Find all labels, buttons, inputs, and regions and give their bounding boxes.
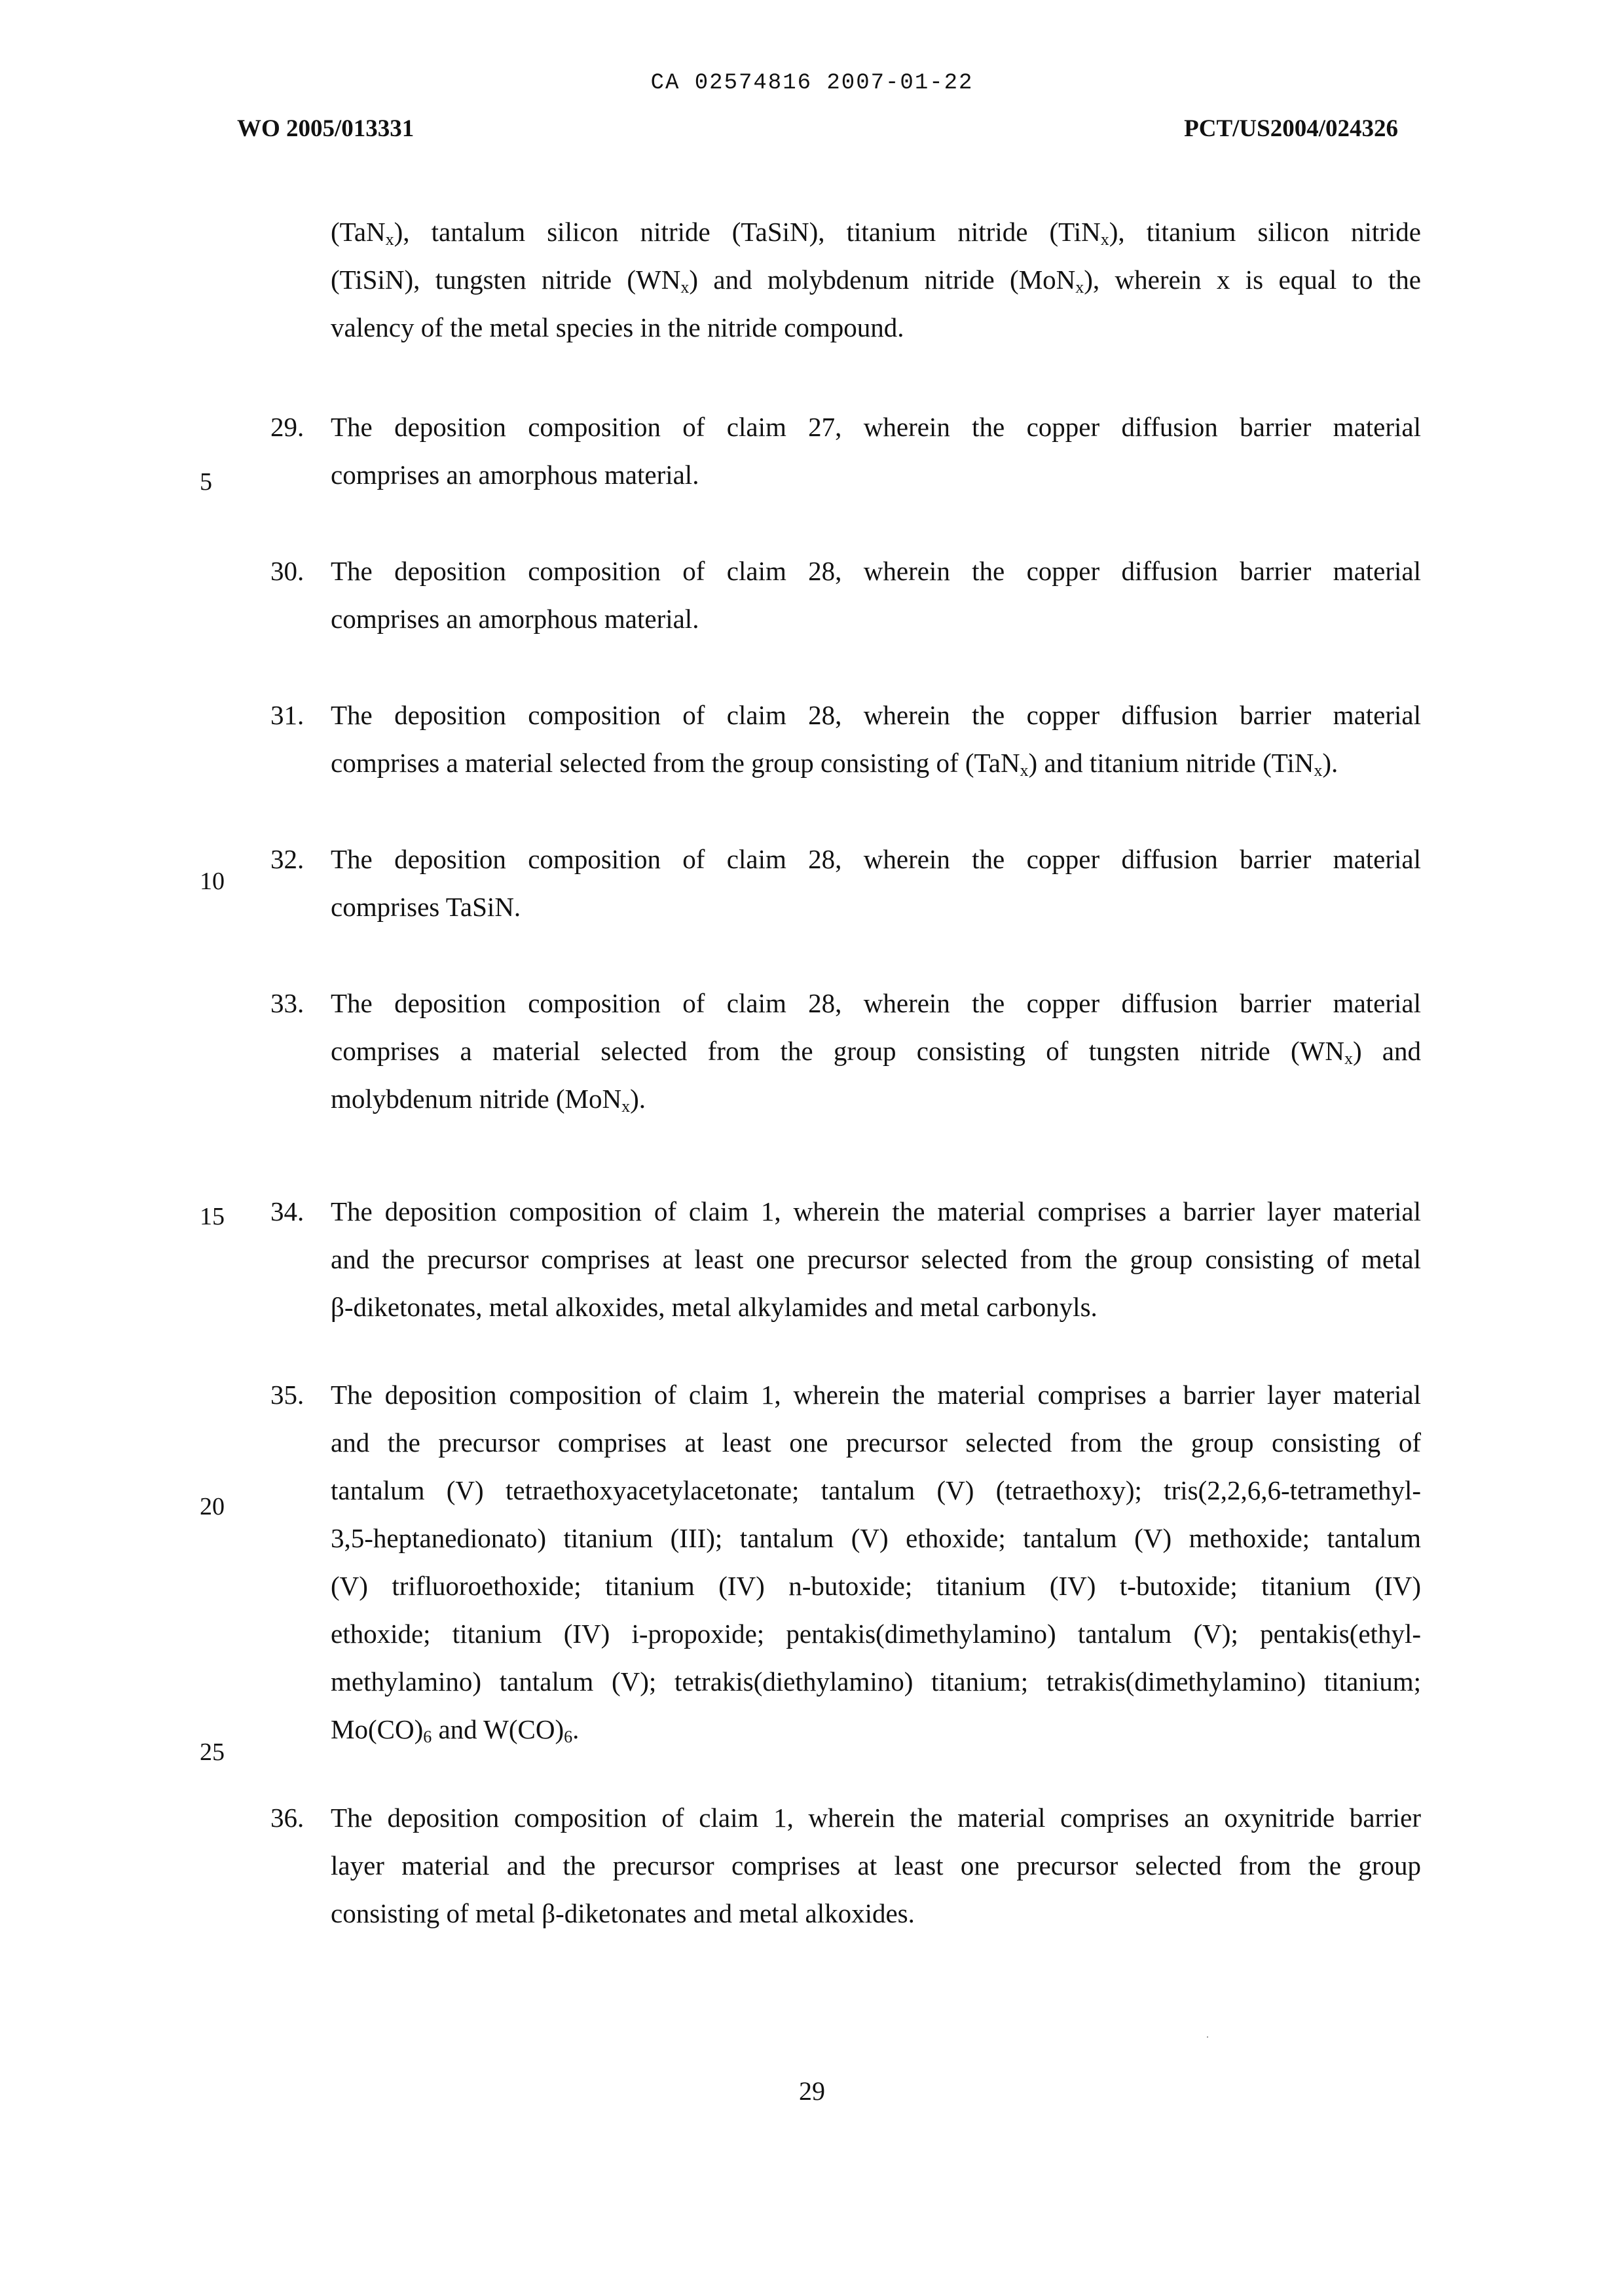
text-segment: ).	[1322, 748, 1338, 778]
scan-speck	[1207, 2036, 1208, 2038]
text-segment: (V) trifluoroethoxide; titanium (IV) n-butoxide; titanium (IV) t-butoxide; titanium (IV)	[331, 1571, 1421, 1601]
claim-35	[270, 1371, 1421, 1753]
claim-text-line	[331, 1515, 1421, 1562]
text-segment: The deposition composition of claim 28, wherein the copper diffusion barrier material	[331, 700, 1421, 730]
claim-32	[270, 835, 1421, 931]
subscript: x	[385, 230, 394, 249]
claim-continuation	[331, 208, 1421, 352]
claim-text-line	[331, 1842, 1421, 1890]
claim-text-line	[331, 1658, 1421, 1706]
text-segment: methylamino) tantalum (V); tetrakis(diethylamino) titanium; tetrakis(dimethylamino) titanium;	[331, 1666, 1421, 1697]
text-segment: β-diketonates, metal alkoxides, metal alkylamides and metal carbonyls.	[331, 1292, 1098, 1322]
text-segment: comprises a material selected from the group consisting of (TaN	[331, 748, 1020, 778]
text-segment: .	[572, 1714, 580, 1744]
subscript: x	[680, 278, 690, 297]
text-segment: ) and titanium nitride (TiN	[1028, 748, 1314, 778]
text-segment: comprises a material selected from the group consisting of tungsten nitride (WN	[331, 1036, 1344, 1066]
text-segment: tantalum (V) tetraethoxyacetylacetonate; tantalum (V) (tetraethoxy); tris(2,2,6,6-tetramethyl-	[331, 1475, 1421, 1505]
claim-30	[270, 547, 1421, 643]
claim-31	[270, 691, 1421, 787]
claim-number: 36.	[270, 1803, 304, 1833]
text-segment: ).	[630, 1084, 646, 1114]
subscript: 6	[423, 1727, 432, 1746]
text-segment: ethoxide; titanium (IV) i-propoxide; pentakis(dimethylamino) tantalum (V); pentakis(ethyl-	[331, 1619, 1421, 1649]
text-segment: and W(CO)	[432, 1714, 564, 1744]
claim-number: 30.	[270, 556, 304, 586]
claim-text-line	[331, 1890, 1421, 1937]
claim-text-line	[331, 547, 1421, 595]
claim-text-line	[331, 1706, 1421, 1753]
subscript: 6	[564, 1727, 573, 1746]
claim-text-line	[331, 1188, 1421, 1236]
text-segment: The deposition composition of claim 1, wherein the material comprises a barrier layer material	[331, 1196, 1421, 1226]
text-segment: 3,5-heptanedionato) titanium (III); tantalum (V) ethoxide; tantalum (V) methoxide; tantalum	[331, 1523, 1421, 1553]
text-segment: The deposition composition of claim 28, wherein the copper diffusion barrier material	[331, 556, 1421, 586]
wo-number: WO 2005/013331	[237, 115, 415, 142]
text-segment: comprises an amorphous material.	[331, 604, 699, 634]
claim-29	[270, 403, 1421, 499]
page-number: 29	[799, 2076, 825, 2106]
claim-36	[270, 1794, 1421, 1937]
ca-header: CA 02574816 2007-01-22	[650, 71, 974, 96]
claim-text-line	[331, 208, 1421, 256]
text-segment: comprises TaSiN.	[331, 892, 521, 922]
pct-number: PCT/US2004/024326	[1184, 115, 1398, 142]
claim-text-line	[331, 1075, 1421, 1123]
claim-text-line	[331, 1283, 1421, 1331]
claim-text-line	[331, 595, 1421, 643]
claim-number: 32.	[270, 844, 304, 874]
margin-line-number: 15	[200, 1203, 225, 1230]
claim-34	[270, 1188, 1421, 1331]
claim-number: 31.	[270, 700, 304, 730]
subscript: x	[1020, 761, 1029, 780]
text-segment: ) and molybdenum nitride (MoN	[689, 265, 1076, 295]
text-segment: ), tantalum silicon nitride (TaSiN), titanium nitride (TiN	[394, 217, 1101, 247]
claim-number: 35.	[270, 1380, 304, 1410]
claim-33	[270, 980, 1422, 1123]
text-segment: (TaN	[331, 217, 386, 247]
text-segment: The deposition composition of claim 1, wherein the material comprises an oxynitride barrier	[331, 1803, 1421, 1833]
text-segment: consisting of metal β-diketonates and metal alkoxides.	[331, 1898, 915, 1928]
claim-text-line	[331, 1419, 1421, 1467]
text-segment: Mo(CO)	[331, 1714, 424, 1744]
claim-text-line	[331, 256, 1421, 304]
margin-line-number: 25	[200, 1738, 225, 1766]
text-segment: molybdenum nitride (MoN	[331, 1084, 622, 1114]
claim-number: 34.	[270, 1196, 304, 1226]
claim-text-line	[331, 691, 1421, 739]
text-segment: and the precursor comprises at least one precursor selected from the group consisting of metal	[331, 1244, 1421, 1274]
text-segment: (TiSiN), tungsten nitride (WN	[331, 265, 681, 295]
claim-text-line	[331, 1562, 1421, 1610]
claim-text-line	[331, 403, 1421, 451]
claim-text-line	[331, 451, 1421, 499]
claim-text-line	[331, 835, 1421, 883]
claim-text-line	[331, 1467, 1421, 1515]
subscript: x	[1314, 761, 1323, 780]
text-segment: ), titanium silicon nitride	[1109, 217, 1421, 247]
margin-line-number: 5	[200, 468, 212, 496]
margin-line-number: 10	[200, 868, 225, 895]
subscript: x	[1344, 1049, 1353, 1068]
claim-text-line	[331, 1027, 1421, 1075]
margin-line-number: 20	[200, 1493, 225, 1520]
text-segment: The deposition composition of claim 1, wherein the material comprises a barrier layer material	[331, 1380, 1421, 1410]
subscript: x	[621, 1097, 631, 1116]
claim-text-line	[331, 1610, 1421, 1658]
claim-text-line	[331, 980, 1421, 1027]
claim-number: 33.	[270, 988, 304, 1018]
claim-number: 29.	[270, 412, 304, 442]
claim-text-line	[331, 1236, 1421, 1283]
claim-text-line	[331, 1371, 1421, 1419]
subscript: x	[1100, 230, 1109, 249]
text-segment: ), wherein x is equal to the	[1084, 265, 1421, 295]
text-segment: ) and	[1352, 1036, 1422, 1066]
text-segment: The deposition composition of claim 27, wherein the copper diffusion barrier material	[331, 412, 1421, 442]
claim-text-line	[331, 304, 1421, 352]
subscript: x	[1075, 278, 1084, 297]
text-segment: and the precursor comprises at least one precursor selected from the group consisting of	[331, 1427, 1421, 1458]
text-segment: The deposition composition of claim 28, wherein the copper diffusion barrier material	[331, 844, 1421, 874]
claim-text-line	[331, 739, 1421, 787]
text-segment: valency of the metal species in the nitride compound.	[331, 312, 904, 342]
text-segment: layer material and the precursor comprises at least one precursor selected from the group	[331, 1850, 1421, 1881]
claim-text-line	[331, 1794, 1421, 1842]
text-segment: The deposition composition of claim 28, wherein the copper diffusion barrier material	[331, 988, 1421, 1018]
claim-text-line	[331, 883, 1421, 931]
text-segment: comprises an amorphous material.	[331, 460, 699, 490]
